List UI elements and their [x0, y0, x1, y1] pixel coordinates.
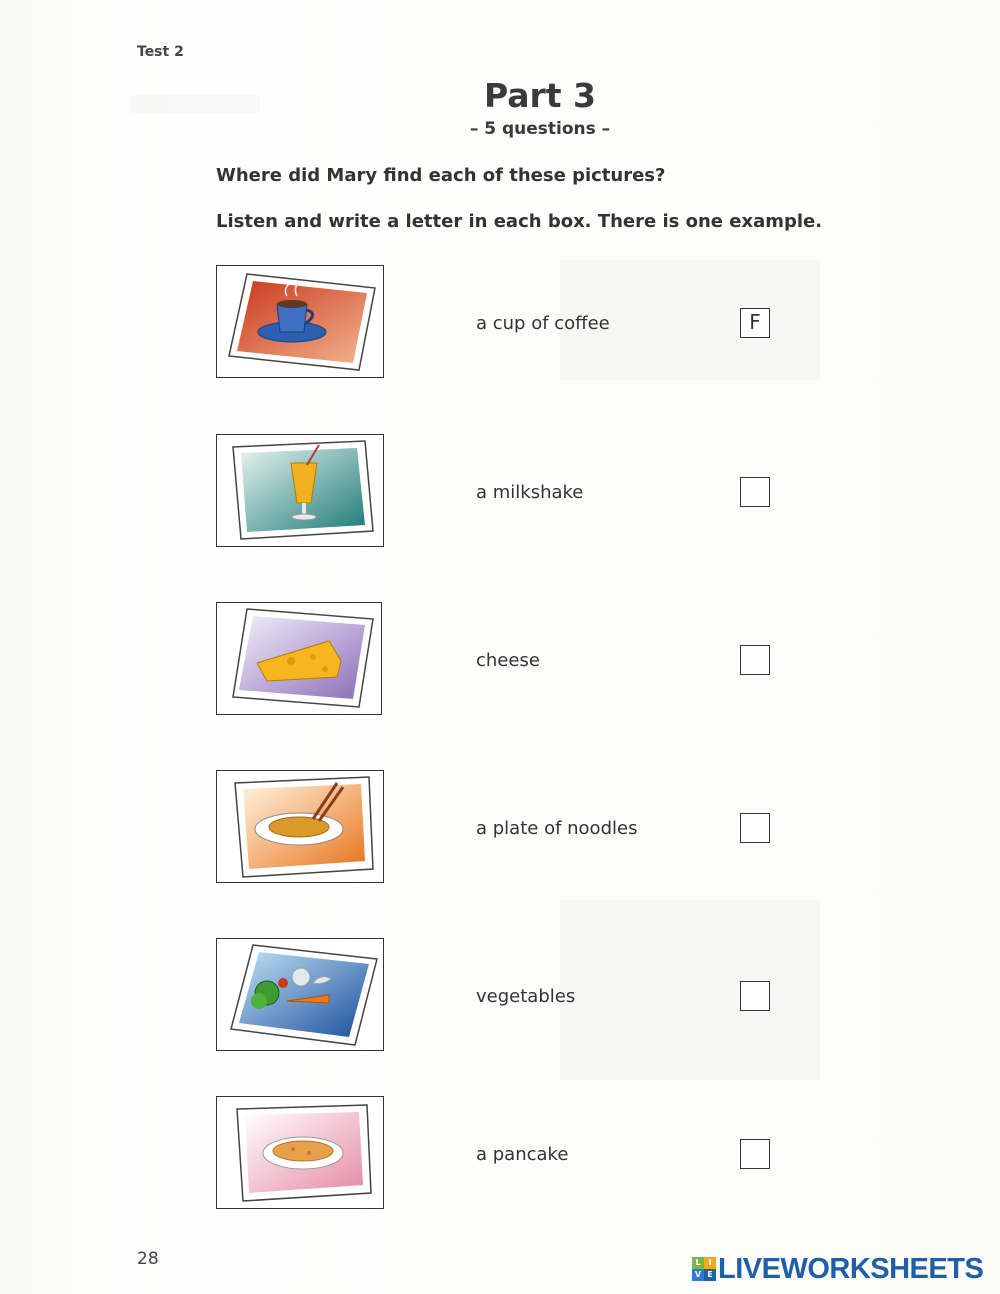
- item-row: [0, 434, 1000, 552]
- pancake-icon: [217, 1097, 384, 1209]
- item-label: vegetables: [476, 986, 576, 1007]
- milkshake-picture: [216, 434, 384, 547]
- coffee-picture: [216, 265, 384, 378]
- answer-box[interactable]: [740, 1139, 770, 1169]
- item-row: [0, 938, 1000, 1056]
- answer-box[interactable]: [740, 477, 770, 507]
- part-title: Part 3: [483, 76, 597, 115]
- vegetables-icon: [217, 939, 384, 1051]
- pancake-picture: [216, 1096, 384, 1209]
- answer-box[interactable]: [740, 981, 770, 1011]
- item-row: [0, 265, 1000, 383]
- coffee-cup-icon: [217, 266, 384, 378]
- answer-box[interactable]: F: [740, 308, 770, 338]
- item-label: a cup of coffee: [476, 313, 610, 334]
- item-label: a pancake: [476, 1144, 569, 1165]
- item-label: a plate of noodles: [476, 818, 638, 839]
- brand-name: LIVEWORKSHEETS: [718, 1252, 984, 1285]
- question-instruction: Where did Mary find each of these pictures?: [216, 165, 666, 186]
- task-instruction: Listen and write a letter in each box. There is one example.: [216, 211, 823, 232]
- item-label: a milkshake: [476, 482, 584, 503]
- answer-box[interactable]: [740, 645, 770, 675]
- item-row: [0, 1096, 1000, 1214]
- noodles-icon: [217, 771, 384, 883]
- part-subtitle: – 5 questions –: [469, 119, 611, 139]
- test-label: Test 2: [137, 44, 184, 60]
- item-row: [0, 770, 1000, 888]
- item-label: cheese: [476, 650, 540, 671]
- cheese-icon: [217, 603, 382, 715]
- noodles-picture: [216, 770, 384, 883]
- answer-box[interactable]: [740, 813, 770, 843]
- vegetables-picture: [216, 938, 384, 1051]
- page-number: 28: [137, 1249, 159, 1269]
- item-row: [0, 602, 1000, 720]
- brand-mark-icon: L I V E: [692, 1257, 716, 1281]
- cheese-picture: [216, 602, 382, 715]
- liveworksheets-logo: [692, 1252, 983, 1286]
- milkshake-icon: [217, 435, 384, 547]
